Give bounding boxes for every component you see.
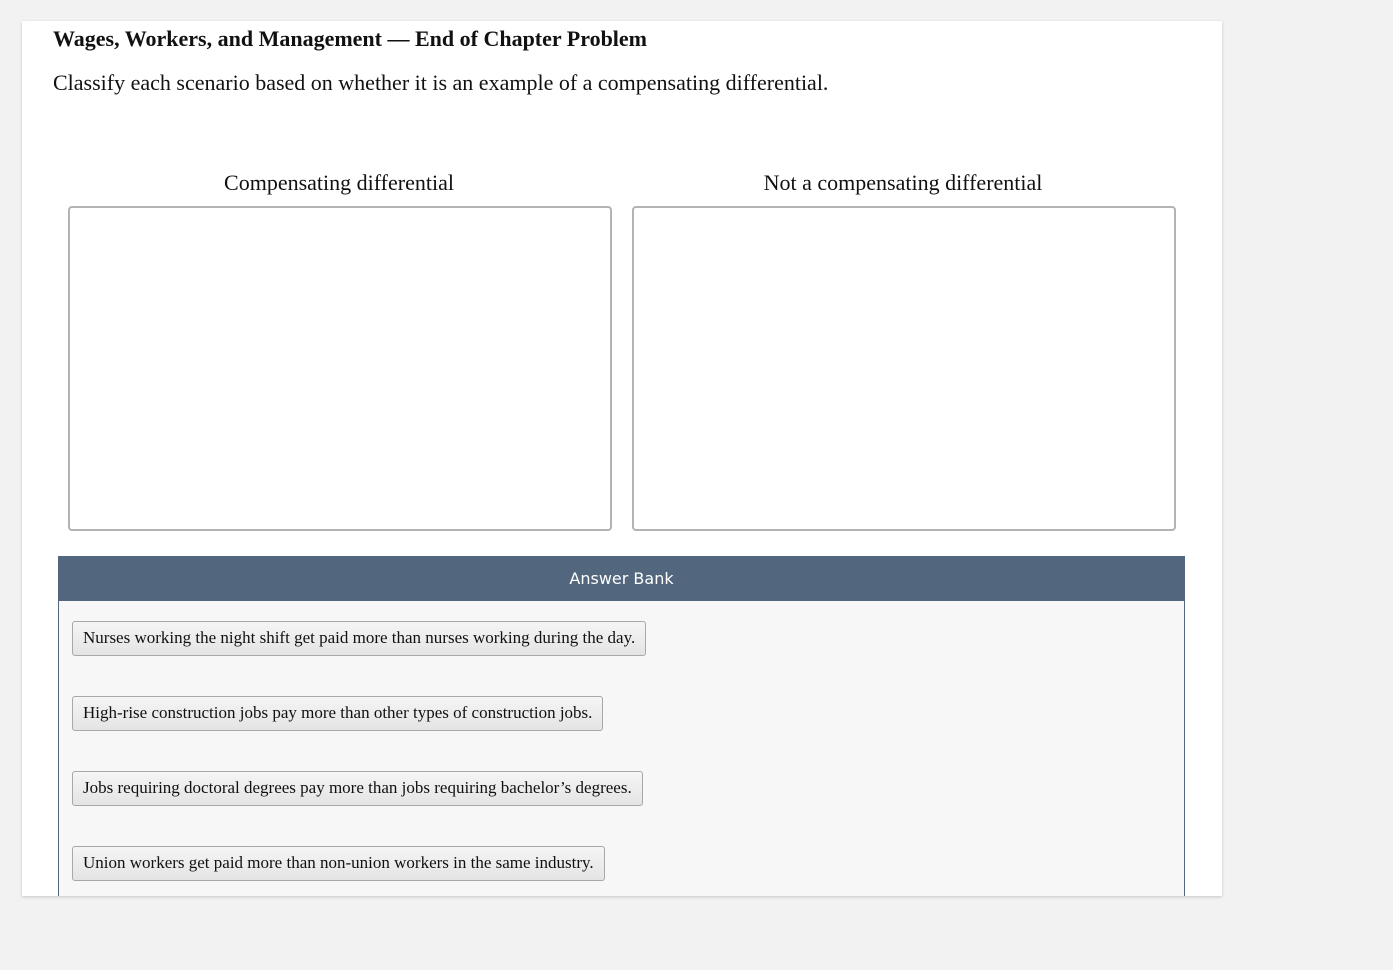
- bin-heading-not-compensating: Not a compensating differential: [763, 170, 1043, 195]
- answer-tile[interactable]: Union workers get paid more than non-union workers in the same industry.: [72, 846, 605, 881]
- answer-tile[interactable]: Nurses working the night shift get paid more than nurses working during the day.: [72, 621, 646, 656]
- problem-page: [22, 21, 1222, 896]
- problem-title: Wages, Workers, and Management — End of Chapter Problem: [53, 26, 648, 51]
- answer-tile[interactable]: Jobs requiring doctoral degrees pay more than jobs requiring bachelor’s degrees.: [72, 771, 643, 806]
- drop-zone-not-compensating[interactable]: [632, 206, 1176, 531]
- problem-instructions: Classify each scenario based on whether it is an example of a compensating differential.: [53, 70, 829, 95]
- bin-heading-compensating: Compensating differential: [224, 170, 454, 195]
- answer-tile[interactable]: High-rise construction jobs pay more than other types of construction jobs.: [72, 696, 603, 731]
- drop-zone-compensating[interactable]: [68, 206, 612, 531]
- answer-bank-header: Answer Bank: [59, 557, 1184, 601]
- answer-bank[interactable]: [58, 556, 1185, 896]
